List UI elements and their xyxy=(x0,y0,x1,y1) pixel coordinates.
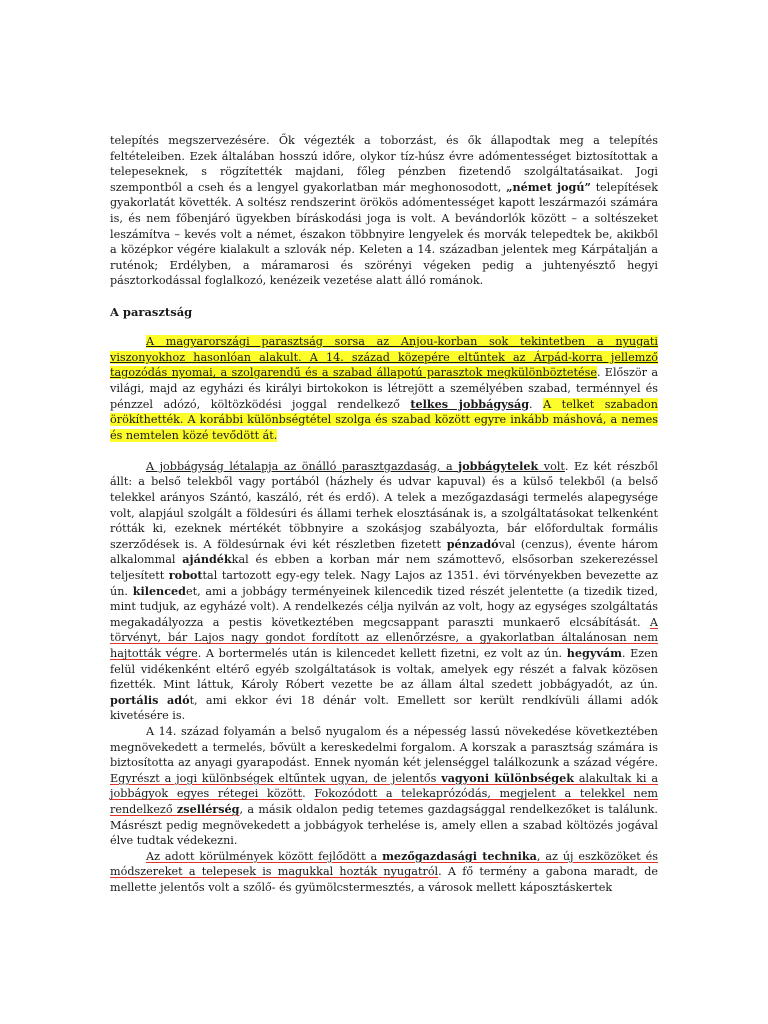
red-underlined-text: A törvényt, bár Lajos nagy gondot fordított az ellenőrzésre, a gyakorlatban általánosan nem hajtották végre xyxy=(110,615,658,660)
bold-term: portális adó xyxy=(110,692,190,707)
highlighted-text: A magyarországi parasztság sorsa az Anjou-korban sok tekintetben a nyugati viszonyokhoz hasonlóan alakult. A 14. század közepére eltűntek az Árpád-korra jellemző tagozódás nyomai, a szolgarendű és a szabad állapotú parasztok megkülönböztetése xyxy=(110,335,658,380)
red-underlined-text: alakultak ki a jobbágyok egyes rétegei között xyxy=(110,771,658,801)
text-run: val (cenzus), évente három alkalommal xyxy=(110,537,658,567)
section-heading: A parasztság xyxy=(110,304,193,319)
paragraph-settlement xyxy=(110,133,658,289)
highlighted-text: A korábbi különbségtétel szolga és szabad között egyre inkább máshová, a nemes és nemtelen közé tevődött át. xyxy=(110,413,658,442)
paragraph-peasantry-highlighted xyxy=(110,334,658,443)
underlined-text: A jobbágyság létalapja az önálló parasztgazdaság, a xyxy=(146,459,459,473)
bold-term: kilenced xyxy=(132,583,186,598)
spacer xyxy=(110,289,658,305)
text-run: telepítés megszervezésére. Ők végezték a toborzást, és ők állapodtak meg a telepítés feltételeiben. Ezek általában hosszú időre, olykor tíz-húsz évre adómentességet biztosítottak a telepeseknek, s rögzítették majdani, főleg pénzben fizetendő szolgáltatásaikat. Jogi szempontból a cseh és a lengyel gyakorlatban már meghonosodott, xyxy=(110,134,658,194)
text-run: telepítések gyakorlatát követték. A soltész rendszerint örökös adómentességet kapott leszármazói számára is, és nem főbenjáró ügyekben bíráskodási joga is volt. A bevándorlók között – a soltészeket leszámítva – kevés volt a német, északon többnyire lengyelek és morvák telepedtek be, akikből a középkor végére kialakult a szlovák nép. Keleten a 14. században jelentek meg Kárpátalján a ruténok; Erdélyben, a máramarosi és szörényi végeken pedig a juhtenyésztő hegyi pásztorkodással foglalkozó, kenézeik vezetése alatt álló románok. xyxy=(110,180,659,288)
text-run: . A fő termény a gabona maradt, de mellette jelentős volt a szőlő- és gyümölcstermesztés, a városok mellett káposztáskertek xyxy=(110,865,658,894)
bold-term: vagyoni különbségek xyxy=(441,770,574,785)
document-page xyxy=(110,133,658,896)
red-underlined-text: Fokozódott a telekaprózódás, megjelent a telekkel nem rendelkező xyxy=(110,787,658,816)
spacer xyxy=(110,443,658,459)
bold-term: mezőgazdasági technika xyxy=(382,848,537,863)
bold-term: jobbágytelek xyxy=(458,458,539,473)
text-run: . xyxy=(302,787,315,801)
text-run: kal és ebben a korban már nem számottevő, elsősorban szekerezéssel teljesített xyxy=(110,553,658,583)
text-run: A 14. század folyamán a belső nyugalom és a népesség lassú növekedése következtében megnövekedett a termelés, bővült a kereskedelmi forgalom. A korszak a parasztság számára is biztosította az anyagi gyarapodást. Ennek nyomán két jelenséggel találkozunk a század végére. xyxy=(110,724,658,770)
bold-term: telkes jobbágyság xyxy=(410,396,530,411)
text-run: , a másik oldalon pedig tetemes gazdagsággal rendelkezőket is találunk. Másrészt pedig megnövekedett a jobbágyok terhelése is, amely ellen a szabad költözés jogával élve tudtak védekezni. xyxy=(110,802,658,848)
red-underlined-text: Egyrészt a jogi különbségek eltűntek ugyan, de jelentős xyxy=(110,771,442,785)
text-run: . Először a világi, majd az egyházi és királyi birtokokon is létrejött a személyében szabad, terménnyel és pénzzel adózó, költözködési joggal rendelkező xyxy=(110,366,658,411)
bold-term: zsellérség xyxy=(176,801,240,816)
bold-term: ajándék xyxy=(182,552,232,567)
bold-term: robot xyxy=(168,568,203,583)
paragraph-14th-century xyxy=(110,724,658,849)
text-run: . A bortermelés után is kilencedet kellett fizetni, ez volt az ún. xyxy=(197,647,567,660)
bold-term: hegyvám xyxy=(566,646,622,660)
text-run: . Ez két részből állt: a belső telekből vagy portából (házhely és udvar kapuval) és a külső telekből (a belső telekkel arányos Szántó, kaszáló, rét és erdő). A telek a mezőgazdasági termelés alapegysége volt, alapjául szolgált a földesúri és állami terhek elosztásának is, a szolgáltatásokat telkenként rótták ki, ezeknek mértékét többnyire a szokásjog szabályozta, bár előfordultak formális szerződések is. A földesúrnak évi két részletben fizetett xyxy=(110,459,659,551)
bold-term: „német jogú” xyxy=(506,179,591,194)
text-run: . Ezen felül vidékenként eltérő egyéb szolgáltatások is voltak, amelyek egy részét a falvak közösen fizették. Mint láttuk, Károly Róbert vezette be az állam által szedett jobbágyadót, az ún. xyxy=(110,647,658,692)
bold-term: pénzadó xyxy=(446,536,499,551)
red-underlined-text: Az adott körülmények között fejlődött a xyxy=(146,849,383,863)
red-underlined-text: , az új eszközöket és módszereket a telepesek is magukkal hozták nyugatról xyxy=(110,849,658,879)
text-run: t, ami ekkor évi 18 dénár volt. Emellett sor került rendkívüli állami adók kivetésére is. xyxy=(110,693,658,723)
underlined-text: volt xyxy=(538,459,565,473)
paragraph-serf-plot xyxy=(110,459,658,724)
text-run: . xyxy=(529,397,544,411)
text-run: tal tartozott egy-egy telek. Nagy Lajos az 1351. évi törvényekben bevezette az ún. xyxy=(110,569,658,598)
paragraph-agriculture xyxy=(110,849,658,896)
text-run: et, ami a jobbágy terményeinek kilencedik tized részét jelentette (a tizedik tized, mint tudjuk, az egyházé volt). A rendelkezés célja nyilván az volt, hogy az egységes szolgáltatás megakadályozza a pestis következtében megcsappant paraszti munkaerő elcsábítását. xyxy=(110,584,658,629)
highlighted-text: A telket szabadon örökíthették. xyxy=(110,397,658,427)
